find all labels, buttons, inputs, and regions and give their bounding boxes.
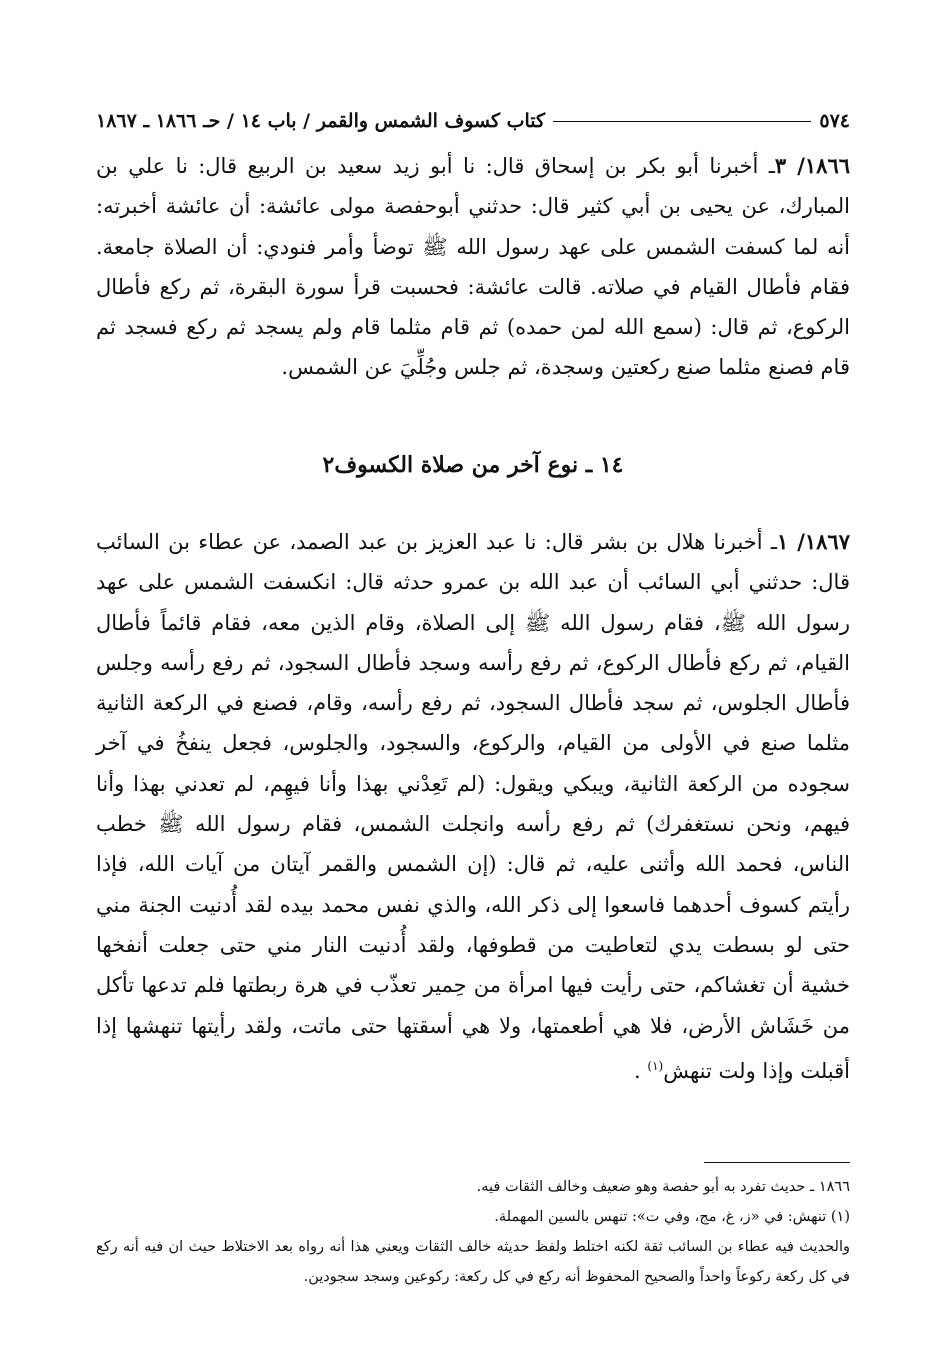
footnote-separator (704, 1162, 850, 1163)
hadith-text: ـ أخبرنا أبو بكر بن إسحاق قال: نا أبو زيد سعيد بن الربيع قال: نا علي بن المبارك، عن يحيى بن أبي كثير قال: حدثني أبوحفصة مولى عائشة: أن عائشة أخبرته: أنه لما كسفت الشمس على عهد رسول الله ﷺ توضأ وأمر فنودي: أن الصلاة جامعة. فقام فأطال القيام في صلاته. قالت عائشة: فحسبت قرأ سورة البقرة، ثم ركع فأطال الركوع، ثم قال: (سمع الله لمن حمده) ثم قام مثلما قام ولم يسجد ثم ركع فسجد ثم قام فصنع مثلما صنع ركعتين وسجدة، ثم جلس وجُلِّيَ عن الشمس. (96, 154, 850, 380)
running-header (96, 92, 850, 132)
footnote-reference: (١) (647, 1058, 664, 1073)
footnote-1866: ١٨٦٦ ـ حديث تفرد به أبو حفصة وهو ضعيف وخالف الثقات فيه. (476, 1179, 850, 1195)
hadith-text: ـ أخبرنا هلال بن بشر قال: نا عبد العزيز بن عبد الصمد، عن عطاء بن السائب قال: حدثني أبي السائب أن عبد الله بن عمرو حدثه قال: انكسفت الشمس على عهد رسول الله ﷺ، فقام رسول الله ﷺ إلى الصلاة، وقام الذين معه، فقام قائماً فأطال القيام، ثم ركع فأطال الركوع، ثم رفع رأسه وسجد فأطال السجود، ثم رفع رأسه وجلس فأطال الجلوس، ثم سجد فأطال السجود، ثم رفع رأسه، وقام، فصنع في الركعة الثانية مثلما صنع في الأولى من القيام، والركوع، والسجود، والجلوس، فجعل ينفخُ في آخر سجوده من الركعة الثانية، ويبكي ويقول: (لم تَعِدْني بهذا وأنا فيهِم، لم تعدني بهذا وأنا فيهم، ونحن نستغفرك) ثم رفع رأسه وانجلت الشمس، فقام رسول الله ﷺ خطب الناس، فحمد الله وأثنى عليه، ثم قال: (إن الشمس والقمر آيتان من آيات الله، فإذا رأيتم كسوف أحدهما فاسعوا إلى ذكر الله، والذي نفس محمد بيده لقد أُدنيت الجنة مني حتى لو بسطت يدي لتعاطيت من قطوفها، ولقد أُدنيت النار مني حتى جعلت أنفخها خشية أن تغشاكم، حتى رأيت فيها امرأة من حِمير تعذّب في هرة ربطتها فلم تدعها تأكل من خَشَاش الأرض، فلا هي أطعمتها، ولا هي أسقتها حتى ماتت، ولقد رأيتها تنهشها إذا أقبلت وإذا ولت تنهش (96, 530, 850, 1083)
hadith-number: ١٨٦٧/ ١ (776, 529, 850, 554)
closing-punctuation: . (634, 1058, 648, 1083)
hadith-number: ١٨٦٦/ ٣ (774, 153, 851, 178)
footnotes (96, 1172, 850, 1292)
hadith-1867 (96, 522, 850, 1091)
header-rule (553, 121, 811, 122)
footnote-commentary: والحديث فيه عطاء بن السائب ثقة لكنه اختلط ولفظ حديثه خالف الثقات ويعني هذا أنه رواه بعد الاختلاط حيث ان فيه أنه ركع في كل ركعة ركوعاً واحداً والصحيح المحفوظ أنه ركع في كل ركعة: ركوعين وسجد سجودين. (96, 1239, 850, 1285)
page-number: ٥٧٤ (819, 110, 850, 132)
running-title: كتاب كسوف الشمس والقمر / باب ١٤ / حـ ١٨٦٦ ـ ١٨٦٧ (96, 110, 546, 132)
footnote-1: (١) تنهش: في «ز، غ، مج، وفي ت»: تنهس بالسين المهملة. (494, 1209, 850, 1225)
hadith-1866 (96, 146, 850, 388)
section-heading: ١٤ ـ نوع آخر من صلاة الكسوف٢ (322, 452, 624, 478)
